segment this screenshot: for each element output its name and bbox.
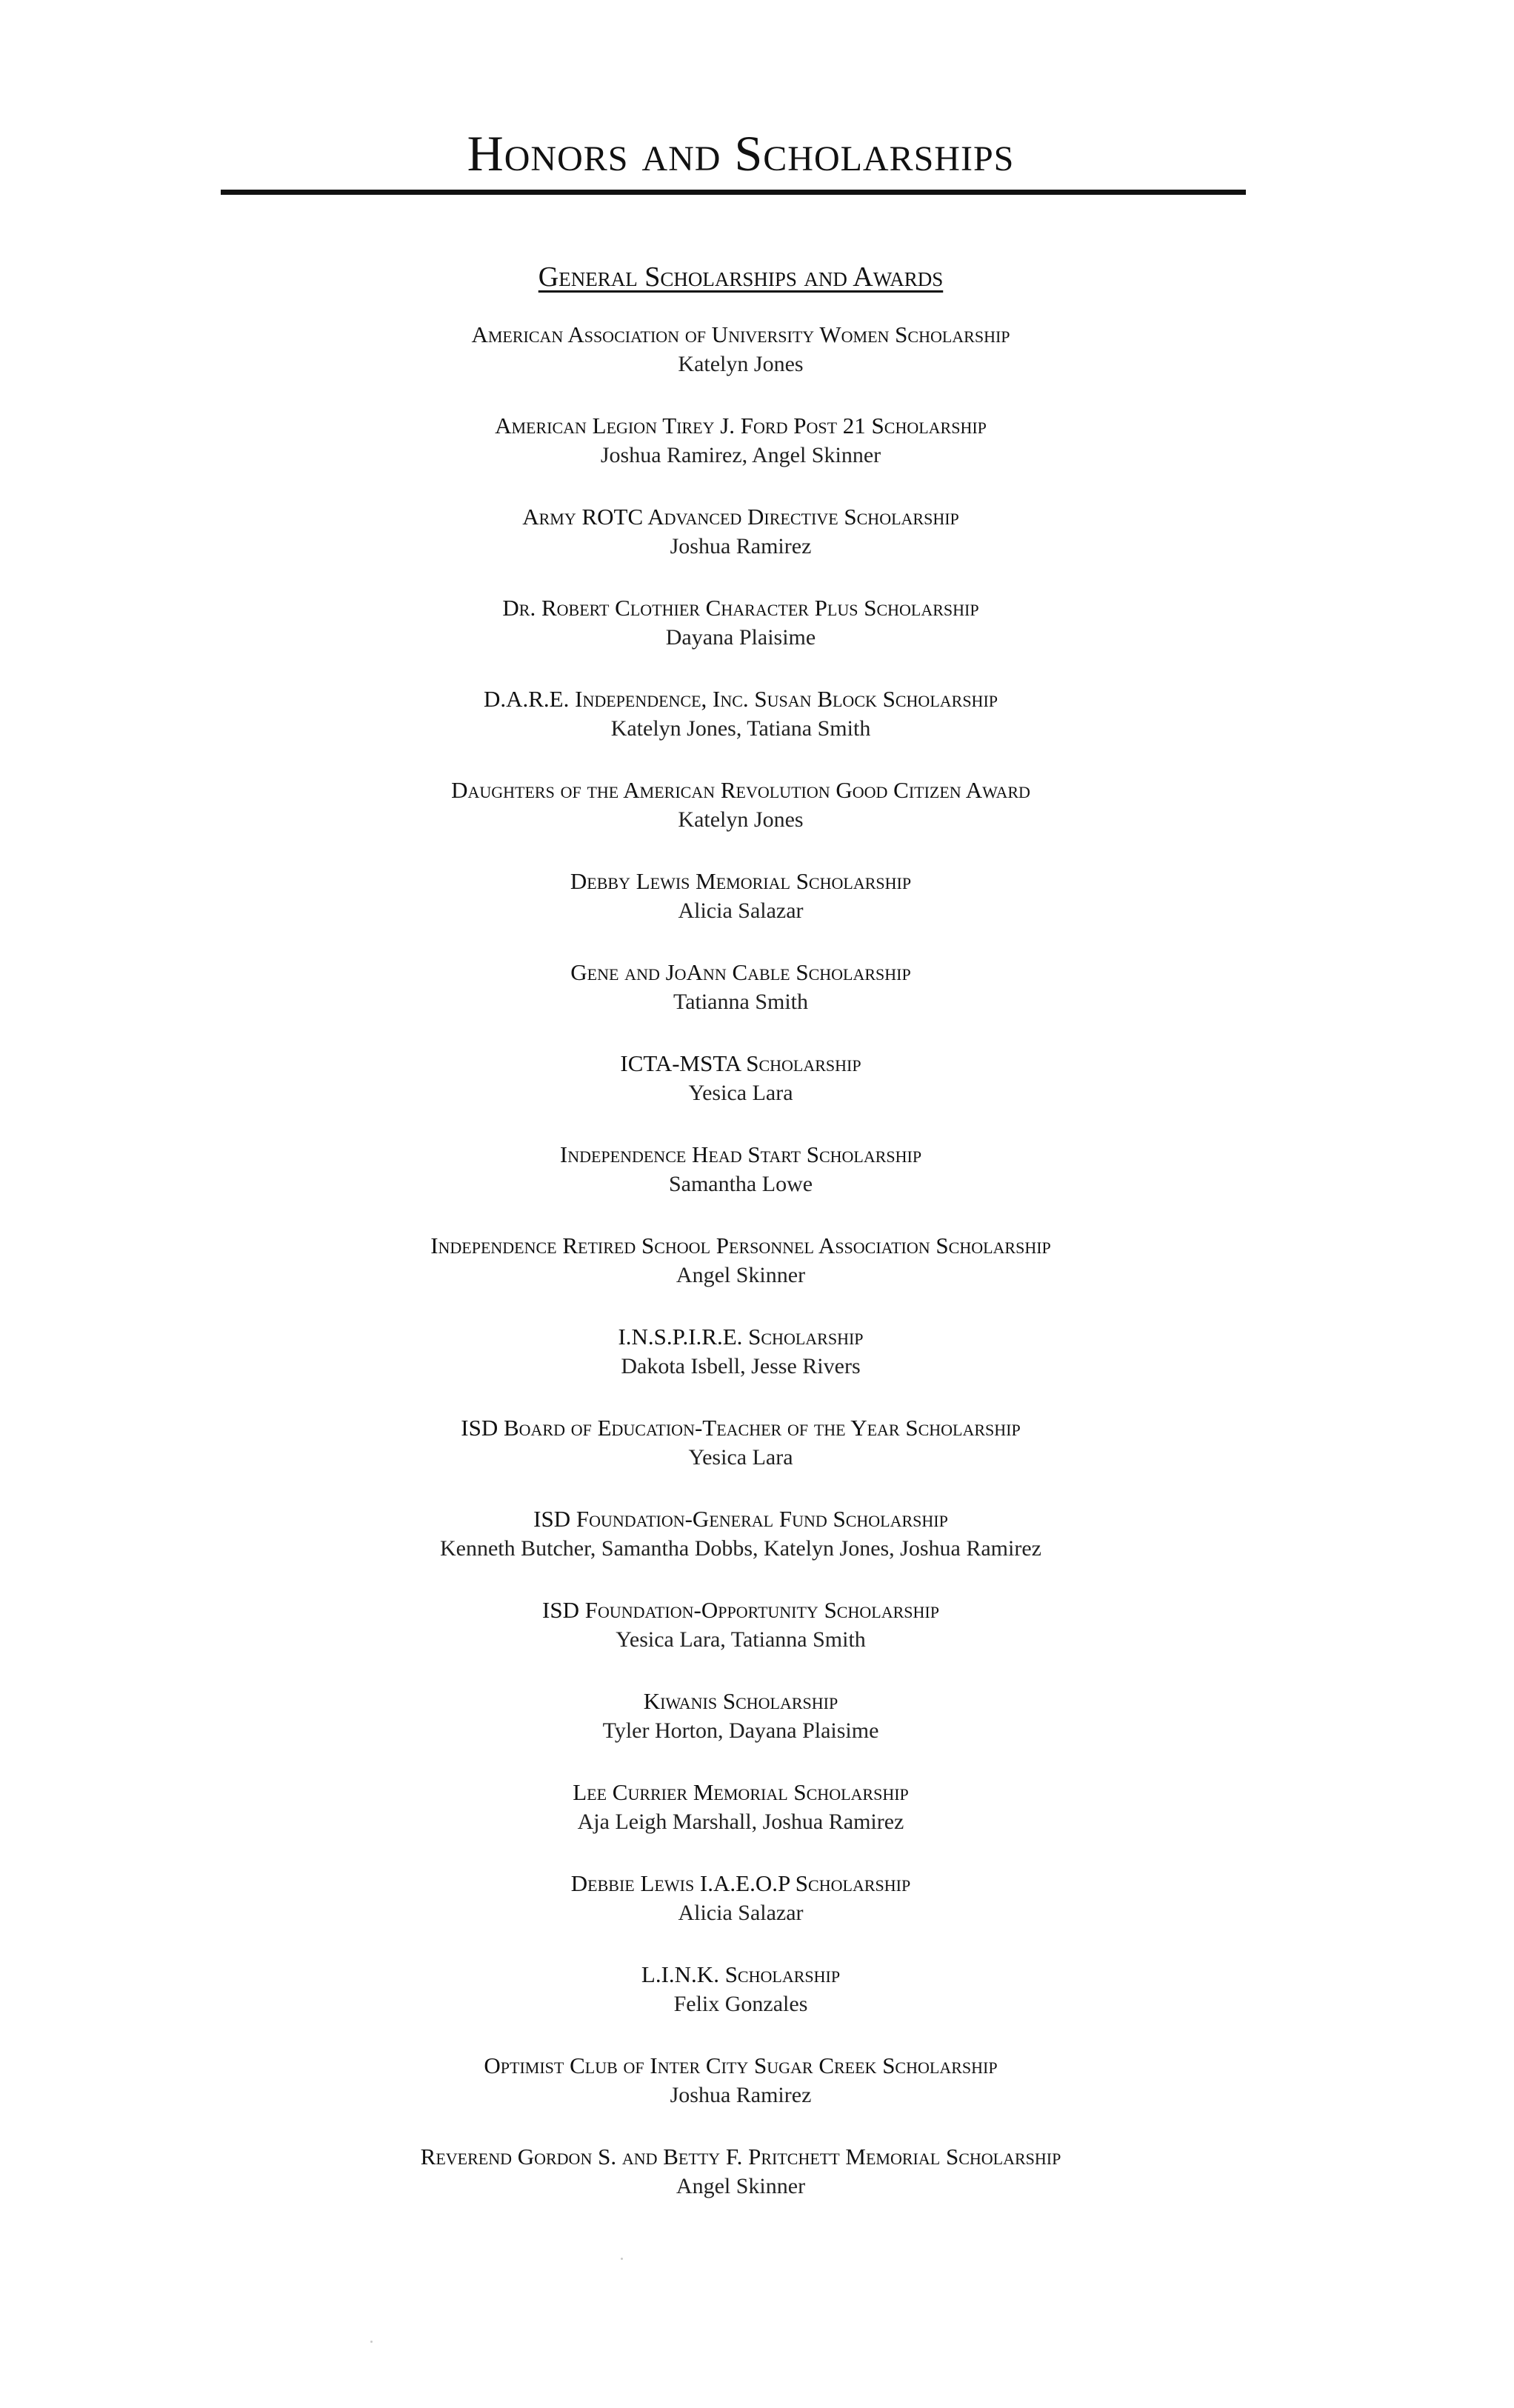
award-name: D.A.R.E. Independence, Inc. Susan Block Scholarship — [483, 686, 998, 712]
award-entry — [0, 1322, 1481, 1413]
award-name: Debbie Lewis I.A.E.O.P Scholarship — [570, 1870, 911, 1896]
award-recipients: Joshua Ramirez — [670, 2083, 812, 2107]
award-recipients: Dakota Isbell, Jesse Rivers — [621, 1354, 861, 1378]
award-entry — [0, 1960, 1481, 2051]
award-name: Optimist Club of Inter City Sugar Creek Scholarship — [484, 2052, 998, 2078]
award-recipients: Dayana Plaisime — [665, 625, 816, 650]
award-recipients: Tatianna Smith — [673, 990, 809, 1014]
award-entry — [0, 958, 1481, 1049]
award-entry — [0, 684, 1481, 776]
award-recipients: Alicia Salazar — [678, 1901, 804, 1925]
award-name: L.I.N.K. Scholarship — [641, 1961, 841, 1987]
award-entry — [0, 2142, 1481, 2233]
awards-list — [0, 320, 1481, 2233]
award-name: Reverend Gordon S. and Betty F. Pritchett Memorial Scholarship — [420, 2144, 1061, 2169]
award-recipients: Katelyn Jones, Tatiana Smith — [610, 716, 871, 741]
award-name: Independence Head Start Scholarship — [559, 1141, 922, 1167]
award-entry — [0, 2051, 1481, 2142]
award-recipients: Yesica Lara, Tatianna Smith — [616, 1627, 866, 1652]
award-recipients: Kenneth Butcher, Samantha Dobbs, Katelyn Jones, Joshua Ramirez — [440, 1536, 1041, 1561]
award-recipients: Katelyn Jones — [678, 807, 804, 832]
award-entry — [0, 1049, 1481, 1140]
award-recipients: Aja Leigh Marshall, Joshua Ramirez — [577, 1810, 904, 1834]
scan-speck — [370, 2341, 373, 2343]
title-divider — [221, 190, 1246, 195]
award-name: Lee Currier Memorial Scholarship — [573, 1779, 909, 1805]
award-recipients: Felix Gonzales — [673, 1992, 808, 2016]
award-entry — [0, 1231, 1481, 1322]
section-heading: General Scholarships and Awards — [538, 261, 944, 293]
award-name: Debby Lewis Memorial Scholarship — [570, 868, 912, 894]
award-entry — [0, 1595, 1481, 1687]
award-entry — [0, 411, 1481, 502]
award-name: Army ROTC Advanced Directive Scholarship — [522, 504, 959, 530]
award-recipients: Yesica Lara — [688, 1445, 793, 1470]
award-name: ISD Foundation-General Fund Scholarship — [533, 1506, 948, 1532]
page-title: Honors and Scholarships — [467, 125, 1015, 181]
award-name: Gene and JoAnn Cable Scholarship — [570, 959, 911, 985]
award-recipients: Samantha Lowe — [668, 1172, 813, 1196]
award-entry — [0, 776, 1481, 867]
award-name: Dr. Robert Clothier Character Plus Scholarship — [502, 595, 979, 621]
award-entry — [0, 593, 1481, 684]
award-entry — [0, 867, 1481, 958]
award-recipients: Angel Skinner — [676, 1263, 806, 1287]
award-entry — [0, 1869, 1481, 1960]
award-name: Kiwanis Scholarship — [643, 1688, 838, 1714]
award-name: ICTA-MSTA Scholarship — [620, 1050, 861, 1076]
award-recipients: Joshua Ramirez, Angel Skinner — [600, 443, 881, 467]
award-recipients: Alicia Salazar — [678, 898, 804, 923]
award-recipients: Tyler Horton, Dayana Plaisime — [602, 1718, 879, 1743]
award-entry — [0, 1413, 1481, 1504]
award-recipients: Angel Skinner — [676, 2174, 806, 2198]
scan-speck — [621, 2258, 623, 2260]
award-entry — [0, 1140, 1481, 1231]
award-name: ISD Board of Education-Teacher of the Year Scholarship — [461, 1415, 1021, 1441]
award-recipients: Joshua Ramirez — [670, 534, 812, 558]
award-name: I.N.S.P.I.R.E. Scholarship — [618, 1324, 864, 1350]
award-name: ISD Foundation-Opportunity Scholarship — [542, 1597, 939, 1623]
award-entry — [0, 1778, 1481, 1869]
award-name: Independence Retired School Personnel Association Scholarship — [430, 1233, 1051, 1258]
award-recipients: Yesica Lara — [688, 1081, 793, 1105]
award-entry — [0, 502, 1481, 593]
award-entry — [0, 320, 1481, 411]
award-name: Daughters of the American Revolution Good Citizen Award — [451, 777, 1030, 803]
award-recipients: Katelyn Jones — [678, 352, 804, 376]
award-entry — [0, 1504, 1481, 1595]
award-entry — [0, 1687, 1481, 1778]
award-name: American Legion Tirey J. Ford Post 21 Scholarship — [495, 413, 987, 438]
award-name: American Association of University Women Scholarship — [471, 321, 1010, 347]
